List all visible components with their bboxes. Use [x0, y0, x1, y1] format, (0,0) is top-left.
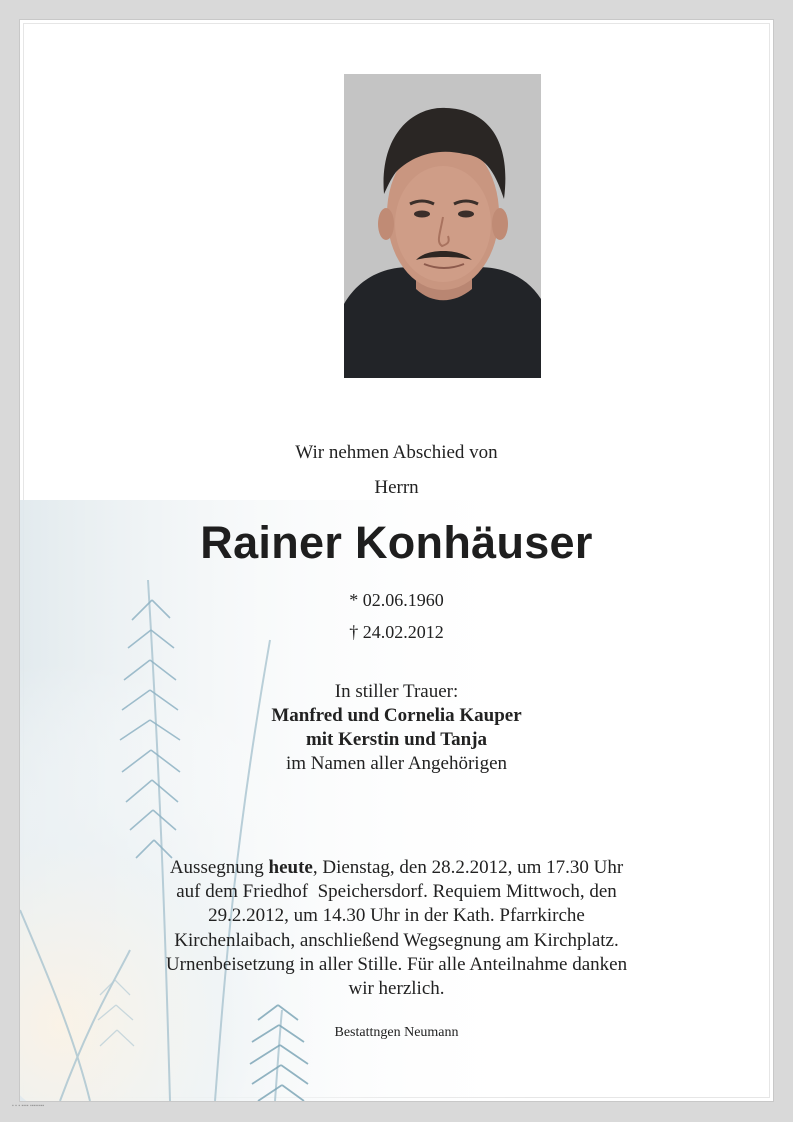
birth-date: * 02.06.1960 [349, 590, 444, 610]
mourners-line-1: Manfred und Cornelia Kauper [271, 705, 522, 726]
ceremony-details [20, 856, 773, 1001]
deceased-name: Rainer Konhäuser [200, 517, 593, 568]
mourners-line-2: mit Kerstin und Tanja [305, 729, 488, 750]
ceremony-today-emphasis: heute [268, 857, 313, 878]
ceremony-line-5: Urnenbeisetzung in aller Stille. Für alle Anteilnahme danken [165, 953, 628, 975]
portrait-photo [344, 74, 541, 378]
ceremony-line-1 [20, 856, 773, 880]
death-date: † 24.02.2012 [349, 622, 444, 642]
print-mark: ▪ ▪ ▪ ▪▪▪▪ ▪▪▪▪▪▪▪▪ [12, 1103, 45, 1109]
ceremony-line-1-prefix: Aussegnung [169, 857, 269, 878]
ceremony-line-1-suffix: , Dienstag, den 28.2.2012, um 17.30 Uhr [312, 857, 624, 878]
mourners-heading: In stiller Trauer: [334, 681, 459, 702]
undertaker-credit: Bestattngen Neumann [334, 1025, 459, 1040]
obituary-card [20, 20, 773, 1101]
ceremony-line-6: wir herzlich. [348, 978, 445, 1000]
mourners-line-3: im Namen aller Angehörigen [285, 753, 508, 774]
ceremony-line-2: auf dem Friedhof Speichersdorf. Requiem Mittwoch, den [176, 881, 617, 903]
ceremony-line-4: Kirchenlaibach, anschließend Wegsegnung am Kirchplatz. [174, 929, 619, 951]
intro-text: Wir nehmen Abschied von [295, 442, 498, 463]
salutation-text: Herrn [374, 477, 419, 498]
mourners-block [20, 680, 773, 776]
ceremony-line-3: 29.2.2012, um 14.30 Uhr in der Kath. Pfarrkirche [208, 905, 585, 927]
